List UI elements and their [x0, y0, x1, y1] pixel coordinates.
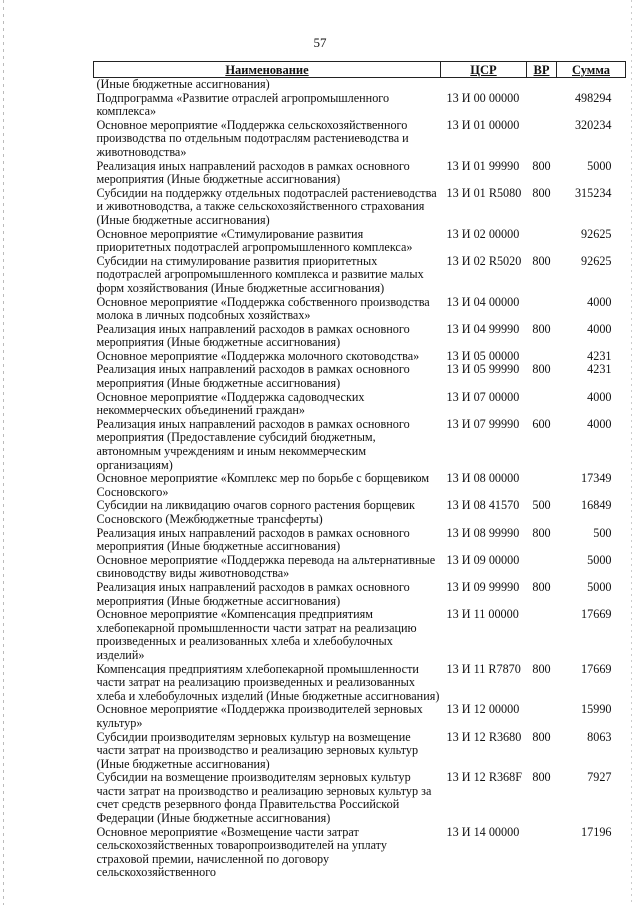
row-name: Реализация иных направлений расходов в рамках основного мероприятия (Иные бюджетные ассигнования) [96, 321, 410, 350]
row-name: Основное мероприятие «Поддержка собственного производства молока в личных подсобных хозяйствах» [96, 294, 430, 323]
header-sum: Сумма [557, 62, 626, 78]
row-sum: 92625 [581, 226, 612, 241]
row-sum: 92625 [581, 253, 612, 268]
table-row [94, 119, 626, 160]
row-sum: 17669 [581, 607, 612, 622]
row-name: Компенсация предприятиям хлебопекарной промышленности части затрат на реализацию произведенных и реализованных хлеба и хлебобулочных изделий (Иные бюджетные ассигнования) [96, 661, 440, 703]
row-csr: 13 И 07 99990 [446, 416, 520, 431]
row-sum: 16849 [581, 498, 612, 513]
row-name: Основное мероприятие «Поддержка сельскохозяйственного производства по отдельным подотраслям растениеводства и животноводства» [96, 117, 409, 159]
row-vr [527, 703, 557, 730]
row-sum [557, 78, 626, 92]
row-csr: 13 И 09 99990 [446, 579, 520, 594]
row-csr: 13 И 01 00000 [446, 117, 520, 132]
row-csr: 13 И 11 00000 [446, 607, 519, 622]
row-vr: 800 [532, 729, 551, 744]
row-sum: 320234 [574, 117, 612, 132]
row-name: Основное мероприятие «Поддержка производителей зерновых культур» [96, 702, 423, 730]
row-sum: 4000 [587, 389, 612, 404]
row-sum: 5000 [587, 158, 612, 173]
row-vr [527, 78, 557, 92]
table-row [94, 92, 626, 119]
row-csr: 13 И 11 R7870 [446, 661, 521, 676]
table-body [94, 78, 626, 881]
row-sum: 8063 [587, 729, 612, 744]
row-name: Субсидии производителям зерновых культур на возмещение части затрат на производство и реализацию зерновых культур (Иные бюджетные ассигнования) [96, 729, 419, 771]
row-vr [527, 119, 557, 160]
table-row [94, 499, 626, 526]
header-csr: ЦСР [441, 62, 527, 78]
row-vr [527, 92, 557, 119]
table-row [94, 663, 626, 704]
row-name: Реализация иных направлений расходов в рамках основного мероприятия (Иные бюджетные ассигнования) [96, 525, 410, 554]
row-name: Субсидии на возмещение производителям зерновых культур части затрат на производство и реализацию зерновых культур за счет средств резервного фонда Правительства Российской Федерации (Иные бюджетные ассигнования) [96, 770, 432, 826]
table-row [94, 771, 626, 825]
row-sum: 4000 [587, 294, 612, 309]
row-csr: 13 И 01 99990 [446, 158, 520, 173]
row-vr: 800 [532, 661, 551, 676]
row-vr: 800 [532, 579, 551, 594]
row-csr: 13 И 12 R3680 [446, 729, 522, 744]
row-vr [527, 296, 557, 323]
row-vr [527, 228, 557, 255]
row-name: Основное мероприятие «Комплекс мер по борьбе с борщевиком Сосновского» [96, 471, 430, 499]
row-csr: 13 И 01 R5080 [446, 185, 522, 200]
row-sum: 17196 [581, 824, 612, 839]
row-name: Основное мероприятие «Возмещение части затрат сельскохозяйственных товаропроизводителей на уплату страховой премии, начисленной по договору сельскохозяйственного [96, 824, 387, 880]
row-name: (Иные бюджетные ассигнования) [96, 77, 270, 91]
row-name: Основное мероприятие «Поддержка перевода на альтернативные свиноводству виды животноводства» [96, 552, 436, 581]
row-sum: 4000 [587, 416, 612, 431]
header-name: Наименование [94, 62, 441, 78]
row-vr [527, 350, 557, 364]
table-row [94, 581, 626, 608]
table-row [94, 228, 626, 255]
row-vr: 800 [532, 185, 551, 200]
row-name: Реализация иных направлений расходов в рамках основного мероприятия (Иные бюджетные ассигнования) [96, 362, 410, 391]
row-csr: 13 И 00 00000 [446, 90, 520, 105]
table-row [94, 296, 626, 323]
row-sum: 5000 [587, 579, 612, 594]
row-csr: 13 И 05 00000 [446, 348, 520, 363]
row-sum: 498294 [574, 90, 612, 105]
row-name: Основное мероприятие «Стимулирование развития приоритетных подотраслей агропромышленного комплекса» [96, 226, 413, 255]
table-row [94, 78, 626, 92]
row-vr [527, 554, 557, 581]
table-row [94, 255, 626, 296]
row-name: Подпрограмма «Развитие отраслей агропромышленного комплекса» [96, 90, 390, 119]
row-csr: 13 И 08 41570 [446, 498, 520, 513]
row-csr: 13 И 05 99990 [446, 362, 520, 377]
row-sum: 4231 [587, 362, 612, 377]
table-row [94, 527, 626, 554]
row-vr: 800 [532, 525, 551, 540]
row-csr: 13 И 14 00000 [446, 824, 520, 839]
row-sum: 7927 [587, 770, 612, 785]
table-row [94, 472, 626, 499]
table-row [94, 731, 626, 772]
table-row [94, 323, 626, 350]
page-number: 57 [313, 35, 327, 50]
row-csr: 13 И 07 00000 [446, 389, 520, 404]
row-vr [527, 608, 557, 662]
table-row [94, 608, 626, 662]
scan-edge-left [3, 0, 4, 905]
row-csr: 13 И 04 99990 [446, 321, 520, 336]
table-row [94, 554, 626, 581]
table-row [94, 350, 626, 364]
row-csr: 13 И 08 99990 [446, 525, 520, 540]
row-csr: 13 И 02 R5020 [446, 253, 522, 268]
row-vr [527, 826, 557, 880]
row-sum: 5000 [587, 552, 612, 567]
row-vr: 800 [532, 321, 551, 336]
row-csr [441, 78, 527, 92]
scan-edge-right [631, 0, 632, 905]
row-csr: 13 И 12 00000 [446, 702, 520, 717]
row-name: Субсидии на ликвидацию очагов сорного растения борщевик Сосновского (Межбюджетные трансферты) [96, 498, 415, 526]
table-row [94, 826, 626, 880]
row-name: Основное мероприятие «Поддержка молочного скотоводства» [96, 348, 420, 363]
row-vr [527, 472, 557, 499]
table-row [94, 363, 626, 390]
row-vr: 800 [532, 362, 551, 377]
row-vr: 500 [532, 498, 551, 513]
row-csr: 13 И 12 R368F [446, 770, 523, 785]
row-csr: 13 И 02 00000 [446, 226, 520, 241]
row-vr: 800 [532, 770, 551, 785]
budget-table [93, 61, 626, 880]
header-vr: ВР [527, 62, 557, 78]
row-vr: 800 [532, 158, 551, 173]
row-sum: 315234 [574, 185, 612, 200]
row-vr [527, 391, 557, 418]
row-sum: 17669 [581, 661, 612, 676]
row-csr: 13 И 04 00000 [446, 294, 520, 309]
row-name: Реализация иных направлений расходов в рамках основного мероприятия (Иные бюджетные ассигнования) [96, 158, 410, 187]
row-sum: 4000 [587, 321, 612, 336]
row-csr: 13 И 09 00000 [446, 552, 520, 567]
row-sum: 4231 [587, 348, 612, 363]
table-header-row [94, 62, 626, 78]
row-sum: 500 [593, 525, 612, 540]
table-row [94, 187, 626, 228]
row-sum: 17349 [581, 471, 612, 486]
row-name: Реализация иных направлений расходов в рамках основного мероприятия (Предоставление субсидий бюджетным, автономным учреждениям и иным некоммерческим организациям) [96, 416, 410, 472]
row-name: Реализация иных направлений расходов в рамках основного мероприятия (Иные бюджетные ассигнования) [96, 579, 410, 608]
table-row [94, 418, 626, 472]
row-sum: 15990 [581, 702, 612, 717]
row-csr: 13 И 08 00000 [446, 471, 520, 486]
row-vr: 800 [532, 253, 551, 268]
row-name: Субсидии на поддержку отдельных подотраслей растениеводства и животноводства, а также сельскохозяйственного страхования (Иные бюджетные ассигнования) [96, 185, 437, 227]
table-row [94, 703, 626, 730]
row-vr: 600 [532, 416, 551, 431]
row-name: Основное мероприятие «Компенсация предприятиям хлебопекарной промышленности части затрат на реализацию произведенных и реализованных хлеба и хлебобулочных изделий» [96, 607, 417, 662]
table-row [94, 160, 626, 187]
row-name: Субсидии на стимулирование развития приоритетных подотраслей агропромышленного комплекса и развитие малых форм хозяйствования (Иные бюджетные ассигнования) [96, 253, 424, 295]
row-name: Основное мероприятие «Поддержка садоводческих некоммерческих объединений граждан» [96, 389, 365, 418]
table-row [94, 391, 626, 418]
